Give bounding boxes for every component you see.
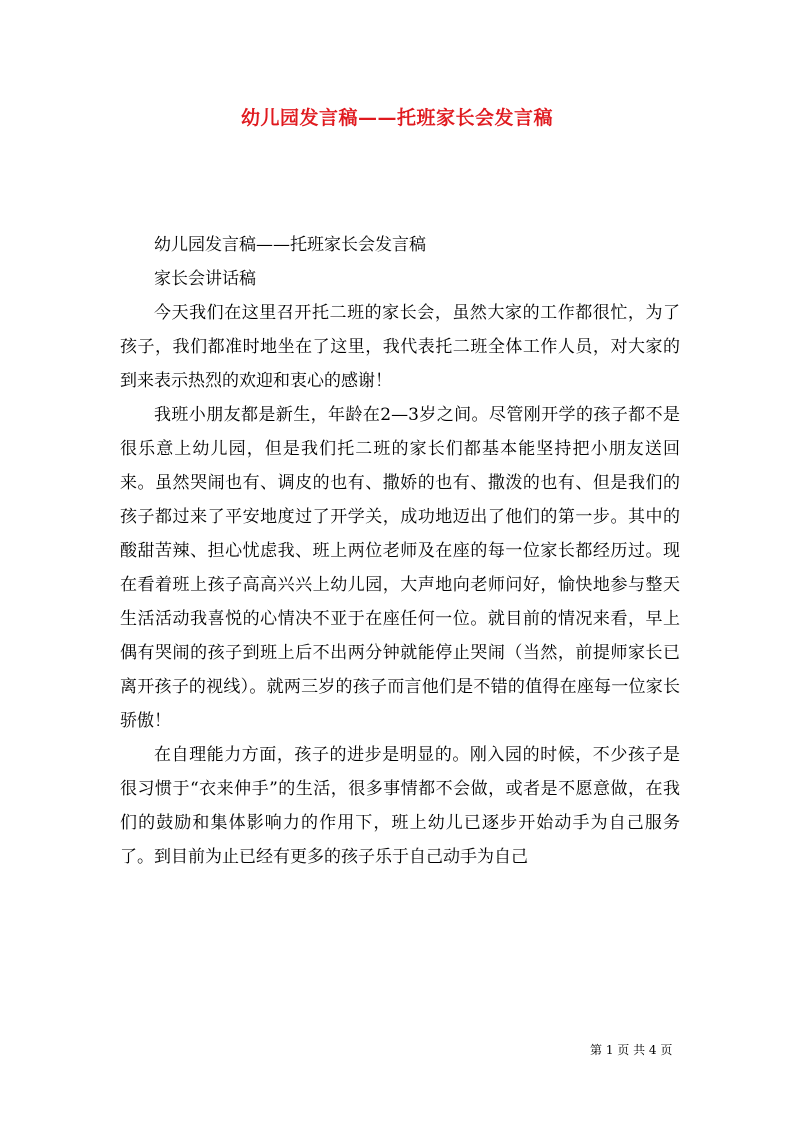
document-body: [120, 228, 680, 874]
paragraph: 在自理能力方面，孩子的进步是明显的。刚入园的时候，不少孩子是很习惯于“衣来伸手”的生活，很多事情都不会做，或者是不愿意做，在我们的鼓励和集体影响力的作用下，班上幼儿已逐步开始动手为自己服务了。到目前为止已经有更多的孩子乐于自己动手为自己: [120, 745, 680, 867]
paragraph: 今天我们在这里召开托二班的家长会，虽然大家的工作都很忙，为了孩子，我们都准时地坐在了这里，我代表托二班全体工作人员，对大家的到来表示热烈的欢迎和衷心的感谢！: [120, 303, 680, 391]
paragraph: 我班小朋友都是新生，年龄在2—3岁之间。尽管刚开学的孩子都不是很乐意上幼儿园，但是我们托二班的家长们都基本能坚持把小朋友送回来。虽然哭闹也有、调皮的也有、撒娇的也有、撒泼的也有、但是我们的孩子都过来了平安地度过了开学关，成功地迈出了他们的第一步。其中的酸甜苦辣、担心忧虑我、班上两位老师及在座的每一位家长都经历过。现在看着班上孩子高高兴兴上幼儿园，大声地向老师问好，愉快地参与整天生活活动我喜悦的心情决不亚于在座任何一位。就目前的情况来看，早上偶有哭闹的孩子到班上后不出两分钟就能停止哭闹（当然，前提师家长已离开孩子的视线）。就两三岁的孩子而言他们是不错的值得在座每一位家长骄傲！: [120, 405, 680, 731]
paragraph-subheading: 家长会讲话稿: [154, 269, 256, 289]
page-title: 幼儿园发言稿——托班家长会发言稿: [240, 107, 553, 129]
page-number-footer: 第 1 页 共 4 页: [590, 1043, 673, 1057]
paragraph-heading: 幼儿园发言稿——托班家长会发言稿: [154, 235, 426, 255]
